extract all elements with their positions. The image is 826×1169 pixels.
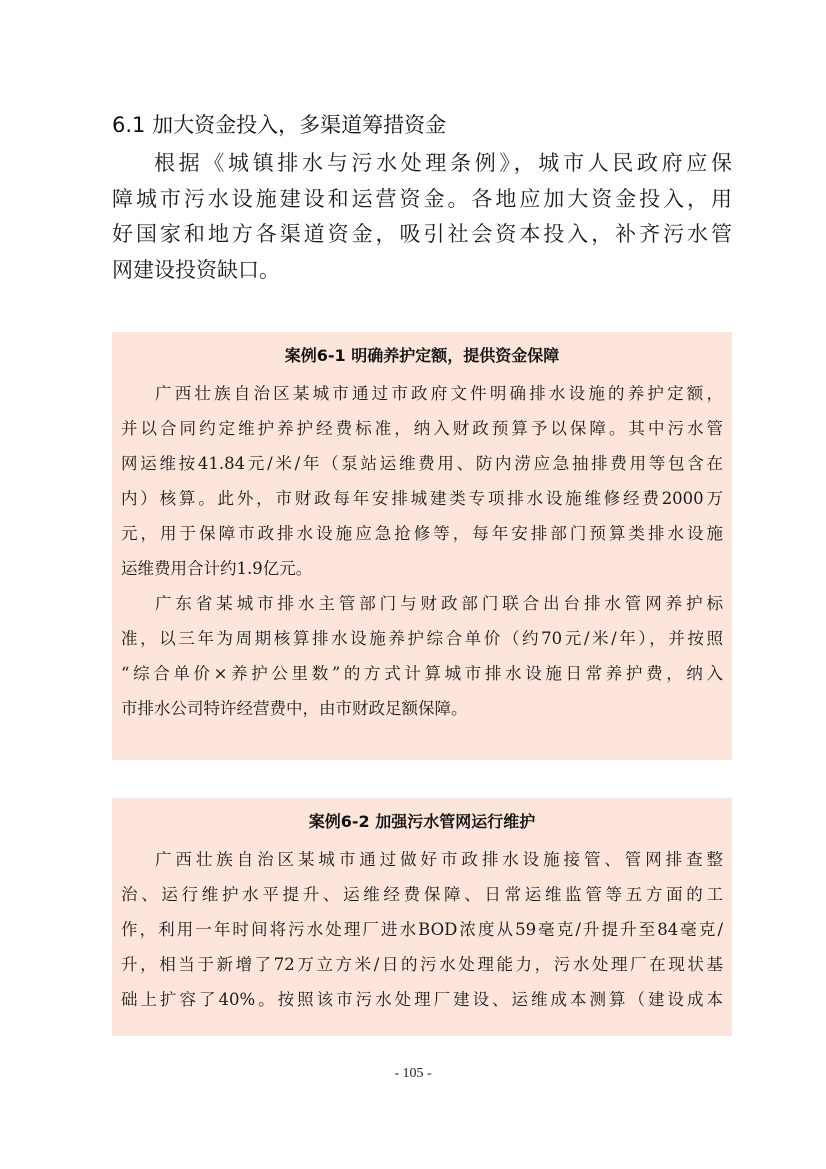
case-line: 内）核算。此外，市财政每年安排城建类专项排水设施维修经费2000万 xyxy=(121,489,723,508)
case-paragraph xyxy=(121,842,723,1017)
case-line: 元，用于保障市政排水设施应急抢修等，每年安排部门预算类排水设施 xyxy=(121,524,723,543)
case-box-6-2 xyxy=(112,798,732,1036)
case-line: 础上扩容了40%。按照该市污水处理厂建设、运维成本测算（建设成本 xyxy=(121,990,723,1009)
case-line: 广东省某城市排水主管部门与财政部门联合出台排水管网养护标 xyxy=(155,594,723,613)
case-paragraph xyxy=(121,376,723,586)
case-line: 广西壮族自治区某城市通过市政府文件明确排水设施的养护定额， xyxy=(155,384,723,403)
case-line: 并以合同约定维护养护经费标准，纳入财政预算予以保障。其中污水管 xyxy=(121,419,723,438)
case-line: “综合单价×养护公里数”的方式计算城市排水设施日常养护费，纳入 xyxy=(121,664,723,683)
case-title: 案例6-1 明确养护定额，提供资金保障 xyxy=(284,346,560,365)
intro-line: 障城市污水设施建设和运营资金。各地应加大资金投入，用 xyxy=(112,186,732,211)
intro-line: 根据《城镇排水与污水处理条例》，城市人民政府应保 xyxy=(154,151,732,175)
case-line: 广西壮族自治区某城市通过做好市政排水设施接管、管网排查整 xyxy=(155,850,723,869)
case-box-6-1 xyxy=(112,332,732,760)
case-line: 升，相当于新增了72万立方米/日的污水处理能力，污水处理厂在现状基 xyxy=(121,955,723,974)
section-heading: 6.1 加大资金投入，多渠道筹措资金 xyxy=(112,113,447,137)
case-line: 作，利用一年时间将污水处理厂进水BOD浓度从59毫克/升提升至84毫克/ xyxy=(121,920,723,939)
case-line: 市排水公司特许经营费中，由市财政足额保障。 xyxy=(121,699,468,718)
case-title: 案例6-2 加强污水管网运行维护 xyxy=(308,812,536,831)
page-number: - 105 - xyxy=(394,1066,432,1081)
intro-line: 网建设投资缺口。 xyxy=(112,257,280,282)
intro-line: 好国家和地方各渠道资金，吸引社会资本投入，补齐污水管 xyxy=(112,222,732,246)
case-line: 准，以三年为周期核算排水设施养护综合单价（约70元/米/年），并按照 xyxy=(121,629,723,648)
case-line: 网运维按41.84元/米/年（泵站运维费用、防内涝应急抽排费用等包含在 xyxy=(121,454,723,473)
intro-paragraph xyxy=(112,146,732,288)
case-line: 治、运行维护水平提升、运维经费保障、日常运维监管等五方面的工 xyxy=(121,885,723,904)
case-paragraph xyxy=(121,586,723,726)
case-line: 运维费用合计约1.9亿元。 xyxy=(121,559,313,578)
